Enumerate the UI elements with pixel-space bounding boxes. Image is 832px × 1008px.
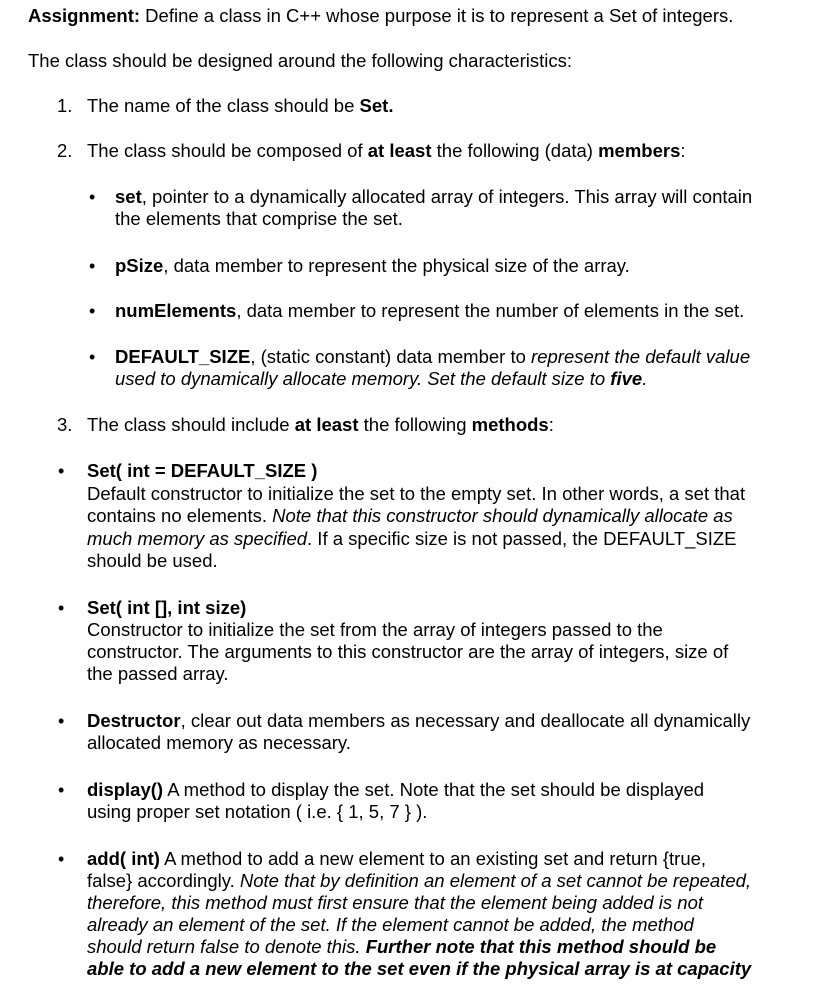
method-default-constructor-desc: Default constructor to initialize the set to the empty set. In other words, a set that [87,483,746,504]
method-display: display() A method to display the set. Note that the set should be displayed [87,779,705,800]
member-set: set, pointer to a dynamically allocated array of integers. This array will contain [115,186,753,207]
member-psize: pSize, data member to represent the physical size of the array. [115,255,630,276]
method-destructor: Destructor, clear out data members as necessary and deallocate all dynamically [87,710,751,731]
list-number-1: 1. [57,95,73,116]
assignment-heading [28,5,733,27]
member-default-size: DEFAULT_SIZE, (static constant) data member to represent the default value [115,346,751,367]
method-add-desc: false} accordingly. Note that by definition an element of a set cannot be repeated, [87,870,752,891]
method-default-constructor-desc: should be used. [87,550,218,571]
method-default-constructor-signature: Set( int = DEFAULT_SIZE ) [87,460,318,481]
method-add-desc: should return false to denote this. Further note that this method should be [87,936,717,957]
list-number-3: 3. [57,414,73,435]
bullet-icon: • [58,598,65,618]
method-default-constructor-desc: contains no elements. Note that this constructor should dynamically allocate as [87,505,733,526]
method-add-desc: already an element of the set. If the element cannot be added, the method [87,914,694,935]
method-add-desc: therefore, this method must first ensure that the element being added is not [87,892,703,913]
item-2-text: The class should be composed of at least the following (data) members: [87,140,686,161]
bullet-icon: • [58,461,65,481]
bullet-icon: • [89,187,96,207]
item-3-text: The class should include at least the following methods: [87,414,554,435]
list-number-2: 2. [57,140,73,161]
member-default-size-cont: used to dynamically allocate memory. Set the default size to five. [115,368,648,389]
intro-text: The class should be designed around the following characteristics: [28,50,573,71]
method-default-constructor-desc: much memory as specified. If a specific size is not passed, the DEFAULT_SIZE [87,528,737,549]
class-name: Set. [359,95,394,116]
bullet-icon: • [58,711,65,731]
method-array-constructor-signature: Set( int [], int size) [87,597,247,618]
method-add-desc: able to add a new element to the set even if the physical array is at capacity [87,958,752,979]
member-set-cont: the elements that comprise the set. [115,208,403,229]
item-1-text: The name of the class should be Set. [87,95,394,116]
bullet-icon: • [89,256,96,276]
bullet-icon: • [89,301,96,321]
member-numelements: numElements, data member to represent the number of elements in the set. [115,300,745,321]
bullet-icon: • [58,849,65,869]
assignment-text: Define a class in C++ whose purpose it is to represent a Set of integers. [140,5,734,26]
assignment-label: Assignment: [28,5,141,26]
method-array-constructor-desc: the passed array. [87,663,229,684]
method-array-constructor-desc: constructor. The arguments to this constructor are the array of integers, size of [87,641,729,662]
method-display-desc: using proper set notation ( i.e. { 1, 5, 7 } ). [87,801,428,822]
method-array-constructor-desc: Constructor to initialize the set from the array of integers passed to the [87,619,663,640]
method-add: add( int) A method to add a new element to an existing set and return {true, [87,848,707,869]
method-destructor-desc: allocated memory as necessary. [87,732,351,753]
bullet-icon: • [89,347,96,367]
bullet-icon: • [58,780,65,800]
